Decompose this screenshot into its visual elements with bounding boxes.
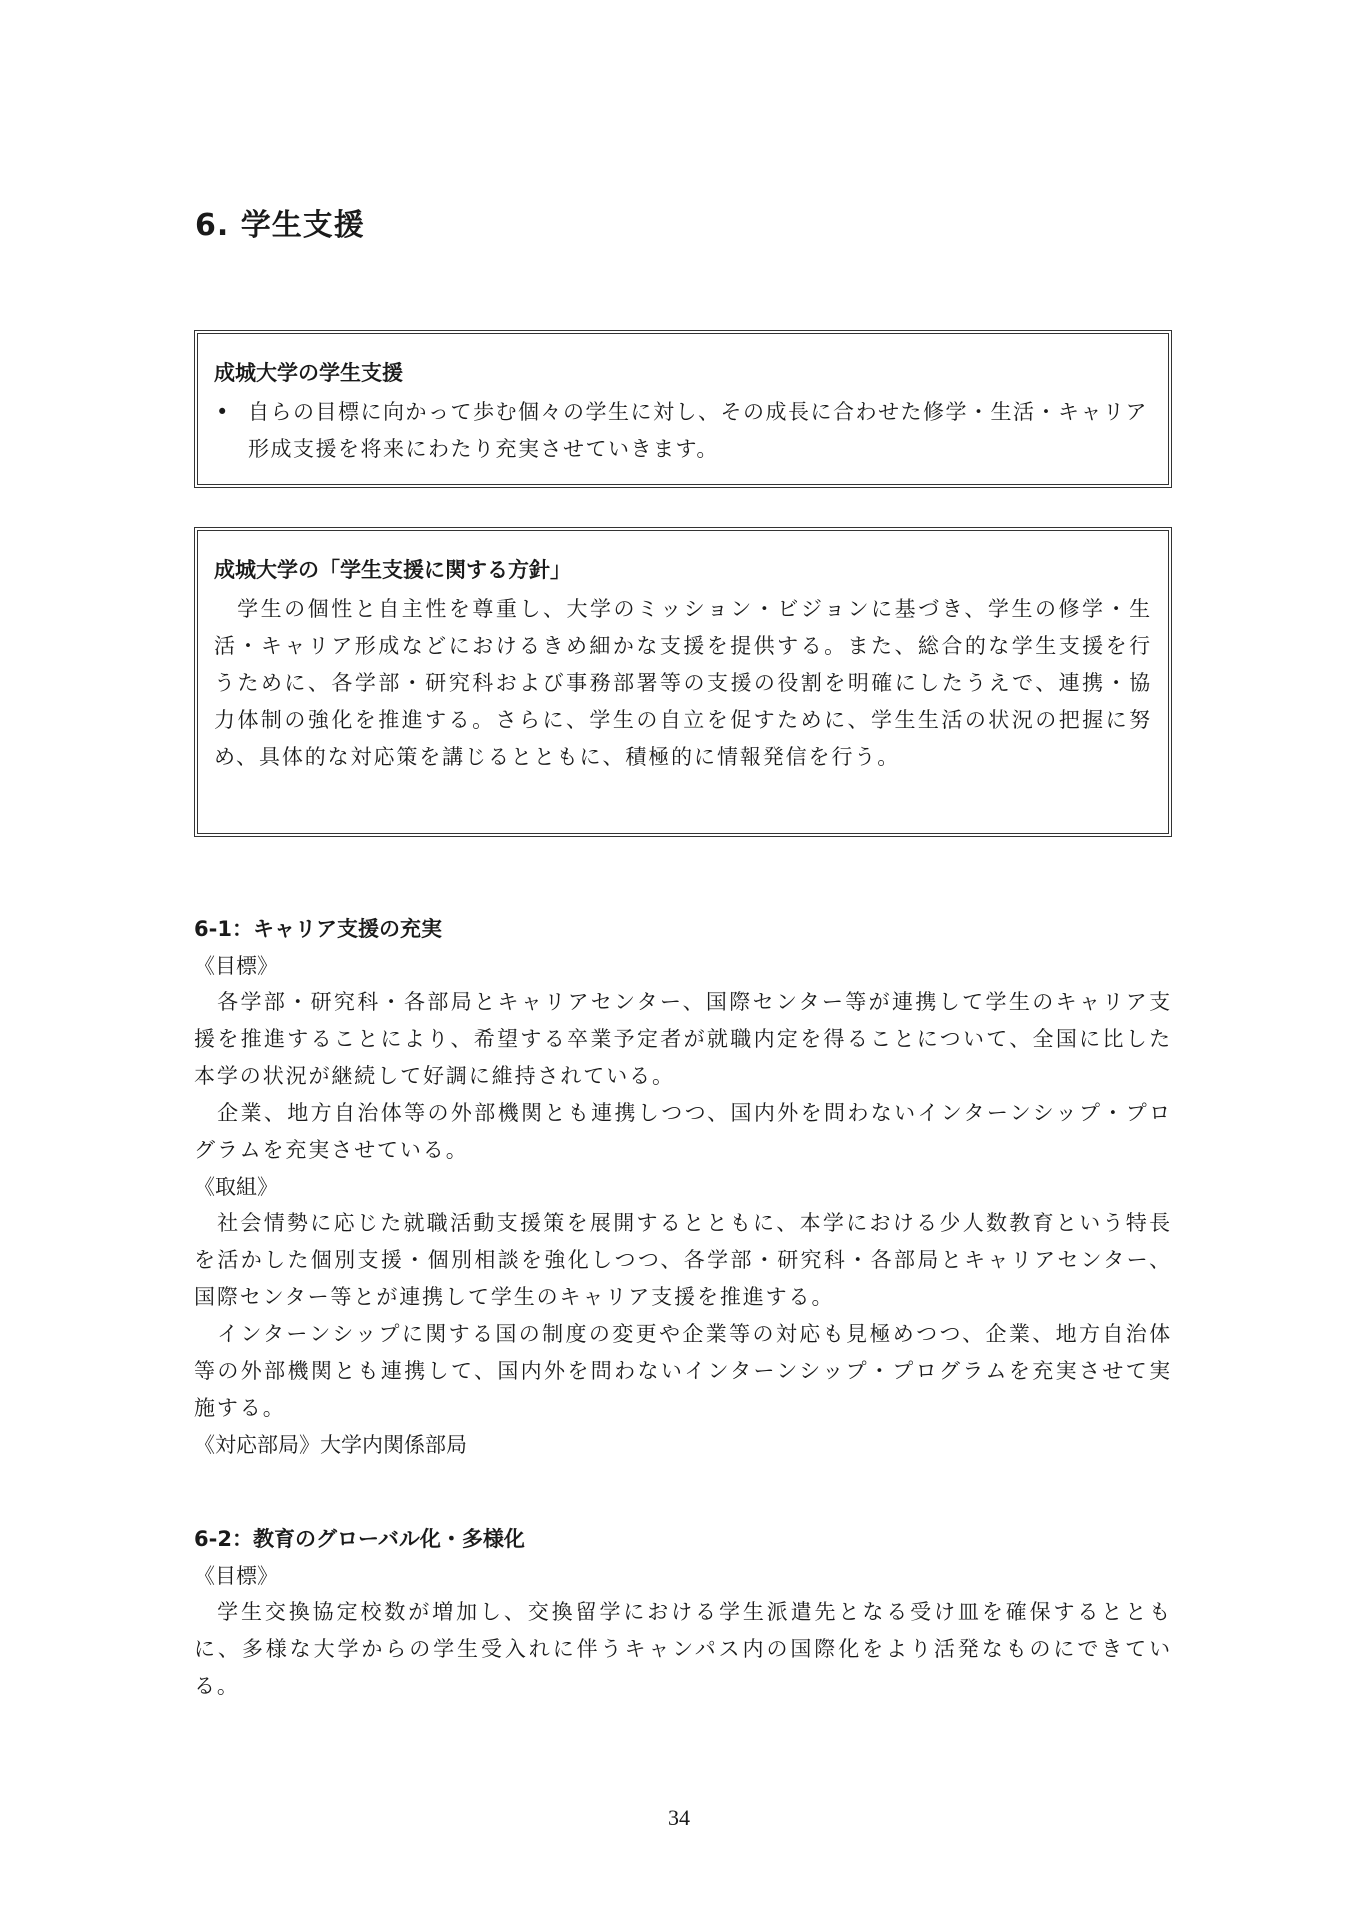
student-support-box <box>194 330 1172 488</box>
section-career-support <box>194 910 1172 1463</box>
page-number: 34 <box>668 1805 690 1830</box>
student-support-heading: 成城大学の学生支援 <box>214 361 403 385</box>
dept-label: 《対応部局》 <box>194 1433 320 1457</box>
dept-value: 大学内関係部局 <box>320 1433 467 1457</box>
bullet-icon: • <box>216 400 230 424</box>
goal-paragraph: 企業、地方自治体等の外部機関とも連携しつつ、国内外を問わないインターンシップ・プログラムを充実させている。 <box>194 1101 1172 1162</box>
action-paragraph: 社会情勢に応じた就職活動支援策を展開するとともに、本学における少人数教育という特長を活かした個別支援・個別相談を強化しつつ、各学部・研究科・各部局とキャリアセンター、国際センター等とが連携して学生のキャリア支援を推進する。 <box>194 1211 1172 1309</box>
support-policy-heading: 成城大学の「学生支援に関する方針」 <box>214 558 571 582</box>
responsible-dept <box>194 1427 1172 1463</box>
goal-paragraph: 学生交換協定校数が増加し、交換留学における学生派遣先となる受け皿を確保するとともに、多様な大学からの学生受入れに伴うキャンパス内の国際化をより活発なものにできている。 <box>194 1600 1172 1698</box>
goal-label: 《目標》 <box>194 954 278 978</box>
support-policy-box <box>194 527 1172 837</box>
action-paragraph: インターンシップに関する国の制度の変更や企業等の対応も見極めつつ、企業、地方自治体等の外部機関とも連携して、国内外を問わないインターンシップ・プログラムを充実させて実施する。 <box>194 1322 1172 1420</box>
goal-paragraph: 各学部・研究科・各部局とキャリアセンター、国際センター等が連携して学生のキャリア支援を推進することにより、希望する卒業予定者が就職内定を得ることについて、全国に比した本学の状況が継続して好調に維持されている。 <box>194 990 1172 1088</box>
list-item-text: 自らの目標に向かって歩む個々の学生に対し、その成長に合わせた修学・生活・キャリア形成支援を将来にわたり充実させていきます。 <box>248 400 1148 461</box>
student-support-list <box>214 394 1152 468</box>
section-heading: 6-2：教育のグローバル化・多様化 <box>194 1527 525 1551</box>
support-policy-body: 学生の個性と自主性を尊重し、大学のミッション・ビジョンに基づき、学生の修学・生活・キャリア形成などにおけるきめ細かな支援を提供する。また、総合的な学生支援を行うために、各学部・研究科および事務部署等の支援の役割を明確にしたうえで、連携・協力体制の強化を推進する。さらに、学生の自立を促すために、学生生活の状況の把握に努め、具体的な対応策を講じるとともに、積極的に情報発信を行う。 <box>214 597 1152 769</box>
section-heading: 6-1：キャリア支援の充実 <box>194 917 442 941</box>
section-globalization <box>194 1520 1172 1705</box>
goal-label: 《目標》 <box>194 1564 278 1588</box>
action-label: 《取組》 <box>194 1175 278 1199</box>
list-item <box>214 394 1152 468</box>
chapter-title: 6. 学生支援 <box>195 208 365 243</box>
